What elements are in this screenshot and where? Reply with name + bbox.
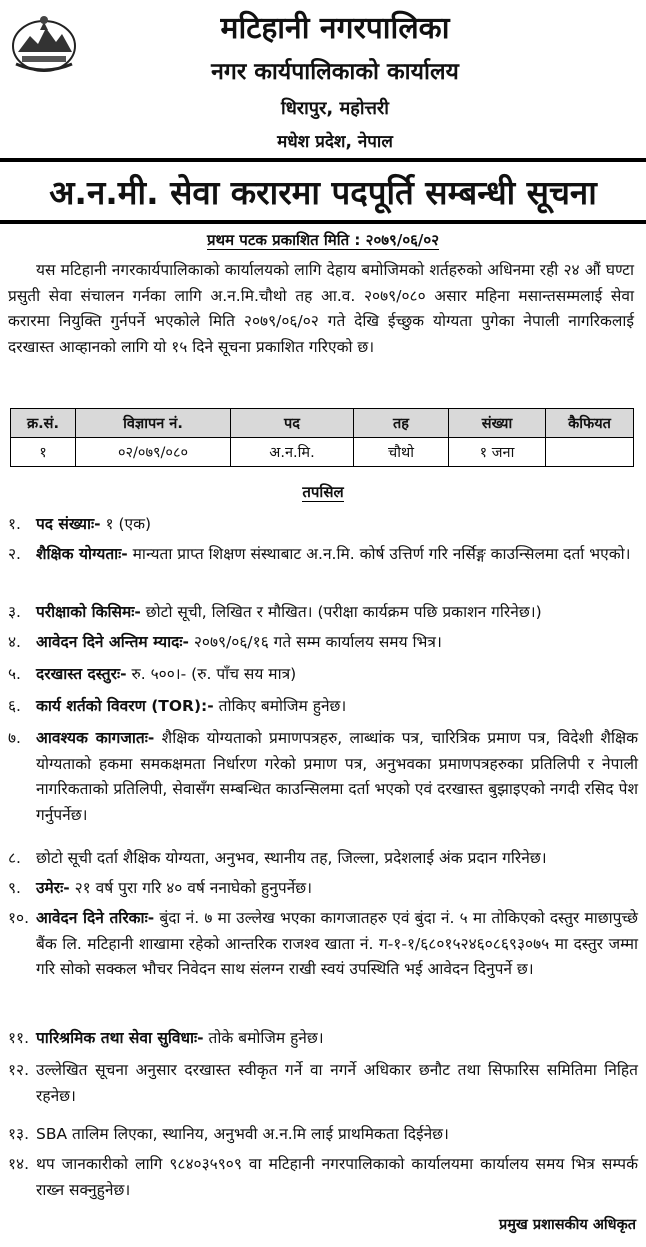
- item-text: [36, 694, 638, 720]
- item-label: दरखास्त दस्तुरः-: [36, 665, 127, 683]
- item-label: आवश्यक कागजातः-: [36, 729, 155, 747]
- item-body: तोकिए बमोजिम हुनेछ।: [213, 697, 347, 715]
- col-advert-no: विज्ञापन नं.: [76, 409, 231, 438]
- item-label: पारिश्रमिक तथा सेवा सुविधाः-: [36, 1029, 204, 1047]
- item-label: पद संख्याः-: [36, 515, 101, 533]
- item-label: शैक्षिक योग्यताः-: [36, 545, 128, 563]
- item-label: आवेदन दिने तरिकाः-: [36, 909, 155, 927]
- municipality-name: मटिहानी नगरपालिका: [220, 11, 450, 46]
- province-country: मधेश प्रदेश, नेपाल: [277, 132, 393, 152]
- item-body: छोटो सूची, लिखित र मौखित। (परीक्षा कार्यक्रम पछि प्रकाशन गरिनेछ।): [140, 603, 542, 621]
- list-item: [8, 1026, 638, 1052]
- col-post: पद: [231, 409, 354, 438]
- list-item: [8, 662, 638, 688]
- item-text: [36, 542, 638, 568]
- list-item: [8, 726, 638, 828]
- item-number: ३.: [8, 603, 21, 621]
- item-body: मान्यता प्राप्त शिक्षण संस्थाबाट अ.न.मि. कोर्ष उत्तिर्ण गरि नर्सिङ्ग काउन्सिलमा दर्ता भएको।: [127, 545, 631, 563]
- list-item: [8, 846, 638, 872]
- cell-remarks: [546, 438, 634, 467]
- item-text: [36, 512, 638, 538]
- table-row: [11, 438, 634, 467]
- item-body: १ (एक): [100, 515, 152, 533]
- item-text: [36, 1122, 638, 1148]
- item-body: उल्लेखित सूचना अनुसार दरखास्त स्वीकृत गर्ने वा नगर्ने अधिकार छनौट तथा सिफारिस समितिमा निहित रहनेछ।: [36, 1061, 638, 1105]
- item-text: [36, 726, 638, 828]
- cell-advert-no: ०२/०७९/०८०: [76, 438, 231, 467]
- item-body: थप जानकारीको लागि ९८४०३५९०९ वा मटिहानी नगरपालिकाको कार्यालयमा कार्यालय समय भित्र सम्पर्क राख्न सक्नुहुनेछ।: [36, 1155, 638, 1199]
- details-heading-text: तपसिल: [302, 483, 344, 501]
- list-item: [8, 1058, 638, 1109]
- cell-level: चौथो: [354, 438, 449, 467]
- list-item: [8, 876, 638, 902]
- list-item: [8, 630, 638, 656]
- item-text: [36, 600, 638, 626]
- item-text: [36, 846, 638, 872]
- publish-date-text: प्रथम पटक प्रकाशित मिति : २०७९/०६/०२: [206, 231, 440, 249]
- list-item: [8, 1122, 638, 1148]
- item-number: १३.: [8, 1125, 30, 1143]
- office-name: नगर कार्यपालिकाको कार्यालय: [211, 59, 459, 85]
- item-number: ६.: [8, 697, 21, 715]
- col-count: संख्या: [449, 409, 546, 438]
- intro-paragraph: यस मटिहानी नगरकार्यपालिकाको कार्यालयको लागि देहाय बमोजिमको शर्तहरुको अधिनमा रही २४ औं घण्टा प्रसुती सेवा संचालन गर्नका लागि अ.न.मि.चौथो तह आ.व. २०७९/०८० असार महिना मसान्तसम्मलाई सेवा करारमा नियुक्ति गुर्नपर्ने भएकोले मिति २०७९/०६/०२ गते देखि ईच्छुक योग्यता पुगेका नेपाली नागरिकलाई दरखास्त आव्हानको लागि यो १५ दिने सूचना प्रकाशित गरिएको छ।: [8, 261, 634, 356]
- item-number: १०.: [8, 909, 30, 927]
- cell-serial: १: [11, 438, 76, 467]
- item-number: ५.: [8, 665, 21, 683]
- table-header-row: [11, 409, 634, 438]
- details-heading: [0, 482, 646, 502]
- item-text: [36, 662, 638, 688]
- vacancy-table: [10, 408, 634, 467]
- item-label: उमेरः-: [36, 879, 70, 897]
- list-item: [8, 694, 638, 720]
- publish-date: [0, 230, 646, 250]
- notice-title-banner: [0, 158, 646, 224]
- item-text: [36, 876, 638, 902]
- col-serial: क्र.सं.: [11, 409, 76, 438]
- list-item: [8, 600, 638, 626]
- item-number: ११.: [8, 1029, 30, 1047]
- item-body: २१ वर्ष पुरा गरि ४० वर्ष ननाघेको हुनुपर्नेछ।: [69, 879, 312, 897]
- item-number: ७.: [8, 729, 21, 747]
- item-text: [36, 1058, 638, 1109]
- item-number: १४.: [8, 1155, 30, 1173]
- item-number: २.: [8, 545, 21, 563]
- list-item: [8, 512, 638, 538]
- item-number: ९.: [8, 879, 21, 897]
- item-body: SBA तालिम लिएका, स्थानिय, अनुभवी अ.न.मि लाई प्राथमिकता दिईनेछ।: [36, 1125, 449, 1143]
- list-item: [8, 542, 638, 568]
- nepal-emblem-icon: [10, 12, 78, 74]
- col-remarks: कैफियत: [546, 409, 634, 438]
- item-text: [36, 1152, 638, 1203]
- list-item: [8, 1152, 638, 1203]
- item-body: छोटो सूची दर्ता शैक्षिक योग्यता, अनुभव, स्थानीय तह, जिल्ला, प्रदेशलाई अंक प्रदान गरिनेछ।: [36, 849, 547, 867]
- signature-title: प्रमुख प्रशासकीय अधिकृत: [499, 1217, 636, 1233]
- cell-count: १ जना: [449, 438, 546, 467]
- item-body: बुंदा नं. ७ मा उल्लेख भएका कागजातहरु एवं बुंदा नं. ५ मा तोकिएको दस्तुर माछापुच्छे बैंक लि. मटिहानी शाखामा रहेको आन्तरिक राजश्व खाता नं. ग-१-१/६८०१५२४६०८६९३०७५ मा दस्तुर जम्मा गरि सोको सक्कल भौचर निवेदन साथ संलग्न राखी स्वयं उपस्थिति भई आवेदन दिनुपर्ने छ।: [36, 909, 638, 978]
- item-number: १.: [8, 515, 21, 533]
- item-label: परीक्षाको किसिमः-: [36, 603, 141, 621]
- item-body: २०७९/०६/१६ गते सम्म कार्यालय समय भित्र।: [188, 633, 442, 651]
- col-level: तह: [354, 409, 449, 438]
- list-item: [8, 906, 638, 983]
- cell-post: अ.न.मि.: [231, 438, 354, 467]
- item-text: [36, 1026, 638, 1052]
- item-label: कार्य शर्तको विवरण (TOR):-: [36, 697, 214, 715]
- item-number: ४.: [8, 633, 21, 651]
- item-text: [36, 906, 638, 983]
- item-number: ८.: [8, 849, 21, 867]
- item-text: [36, 630, 638, 656]
- item-label: आवेदन दिने अन्तिम म्यादः-: [36, 633, 189, 651]
- item-body: तोके बमोजिम हुनेछ।: [203, 1029, 324, 1047]
- office-address: धिरापुर, महोत्तरी: [281, 98, 389, 119]
- item-body: रु. ५००।- (रु. पाँच सय मात्र): [126, 665, 297, 683]
- item-number: १२.: [8, 1061, 30, 1079]
- notice-title: अ.न.मी. सेवा करारमा पदपूर्ति सम्बन्धी सूचना: [49, 172, 597, 212]
- item-body: शैक्षिक योग्यताको प्रमाणपत्रहरु, लाब्धांक पत्र, चारित्रिक प्रमाण पत्र, विदेशी शैक्षिक योग्यताको हकमा समकक्षमता निर्धारण गरेको प्रमाण पत्र, अनुभवका प्रमाणपत्रहरुका प्रतिलिपी र नेपाली नागरिकताको प्रतिलिपी, सेवासँग सम्बन्धित काउन्सिलमा दर्ता भएको एवं दरखास्त बुझाइएको नगदी रसिद पेश गर्नुपर्नेछ।: [36, 729, 638, 824]
